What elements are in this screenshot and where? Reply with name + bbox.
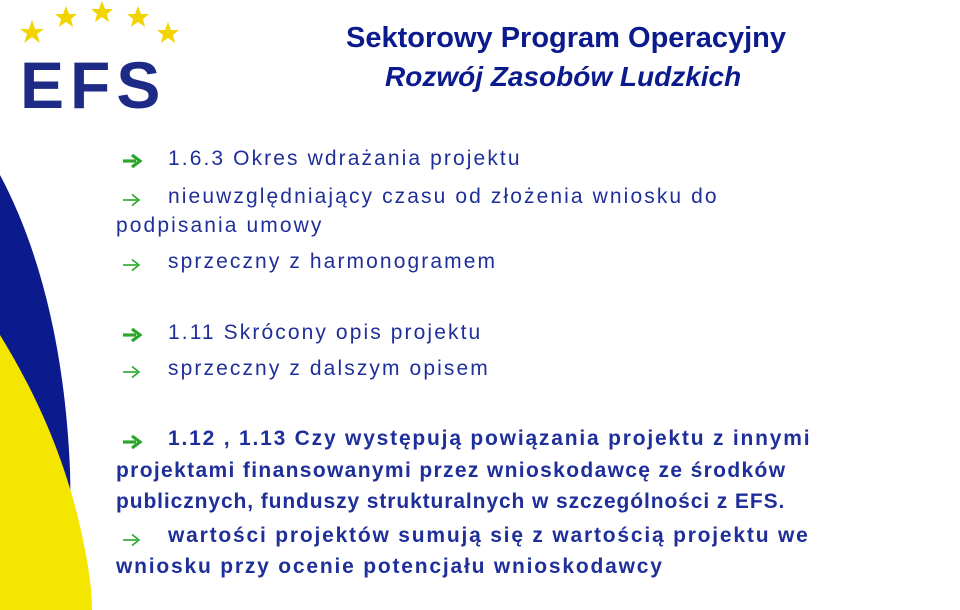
star-icon [91, 1, 113, 22]
list-item: nieuwzględniający czasu od złożenia wniosku do [168, 185, 719, 208]
section-heading-cont: projektami finansowanymi przez wnioskodawcę ze środków [116, 459, 787, 482]
page-subtitle: Rozwój Zasobów Ludzkich [385, 61, 742, 92]
star-icon [55, 6, 77, 27]
sub-bullet-arrow-icon [122, 191, 144, 209]
logo-text: EFS [20, 48, 167, 120]
list-item: sprzeczny z harmonogramem [168, 250, 498, 273]
efs-logo [10, 0, 210, 120]
sub-bullet-arrow-icon [122, 363, 144, 381]
list-item-cont: podpisania umowy [116, 214, 324, 237]
list-item: wartości projektów sumują się z wartością projektu we [168, 524, 810, 547]
star-icon [157, 22, 179, 43]
bullet-arrow-icon [122, 326, 144, 344]
star-icon [127, 6, 149, 27]
bullet-arrow-icon [122, 152, 144, 170]
page-title: Sektorowy Program Operacyjny [346, 22, 786, 54]
list-item: sprzeczny z dalszym opisem [168, 357, 490, 380]
sub-bullet-arrow-icon [122, 256, 144, 274]
section-heading: 1.6.3 Okres wdrażania projektu [168, 147, 522, 170]
star-icon [20, 20, 44, 43]
sub-bullet-arrow-icon [122, 531, 144, 549]
section-heading: 1.11 Skrócony opis projektu [168, 321, 483, 344]
section-heading: 1.12 , 1.13 Czy występują powiązania projektu z innymi [168, 427, 812, 450]
list-item-cont: wniosku przy ocenie potencjału wnioskodawcy [116, 555, 664, 578]
logo-stars [20, 1, 179, 43]
section-heading-cont: publicznych, funduszy strukturalnych w szczególności z EFS. [116, 490, 786, 513]
bullet-arrow-icon [122, 433, 144, 451]
